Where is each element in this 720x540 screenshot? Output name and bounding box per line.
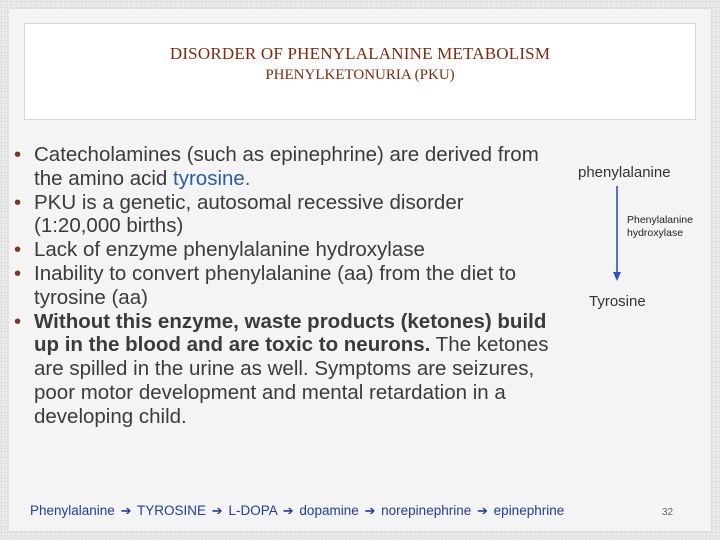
pathway-step: Phenylalanine — [30, 503, 115, 518]
bullet-item — [14, 262, 554, 310]
bullet-bold-text: Without this enzyme, waste products (ketones) build up in the blood and are toxic to neurons. — [34, 309, 547, 357]
bullet-text: Inability to convert phenylalanine (aa) from the diet to tyrosine (aa) — [34, 261, 517, 309]
bullet-text: The ketones are spilled in the urine as well. Symptoms are seizures, poor motor development and mental retardation in a developing child. — [34, 333, 549, 428]
title-box — [24, 23, 696, 120]
right-arrow-icon: ➔ — [211, 503, 223, 518]
right-arrow-icon: ➔ — [477, 503, 488, 518]
bullet-dot-icon: • — [14, 143, 22, 166]
bullet-text: Catecholamines (such as epinephrine) are derived from the amino acid — [34, 143, 539, 190]
diagram-substrate: phenylalanine — [578, 164, 671, 181]
bullet-item — [14, 238, 554, 262]
bullet-highlight: tyrosine. — [173, 166, 251, 190]
diagram-enzyme — [627, 214, 693, 240]
pathway-step: L-DOPA — [228, 503, 277, 518]
pathway-step: norepinephrine — [381, 503, 472, 518]
pathway-step: epinephrine — [493, 503, 565, 518]
page-number: 32 — [662, 507, 674, 518]
diagram-enzyme-line1: Phenylalanine — [627, 214, 693, 226]
pathway-line — [30, 503, 564, 519]
bullet-text: PKU is a genetic, autosomal recessive disorder (1:20,000 births) — [34, 190, 464, 238]
slide-title: DISORDER OF PHENYLALANINE METABOLISM — [169, 44, 551, 63]
bullet-dot-icon: • — [14, 190, 22, 214]
right-arrow-icon: ➔ — [282, 503, 294, 518]
bullet-item — [14, 310, 554, 429]
pathway-step: TYROSINE — [137, 503, 207, 518]
pathway-step: dopamine — [299, 503, 359, 518]
diagram-enzyme-line2: hydroxylase — [627, 227, 684, 239]
bullet-item — [14, 191, 554, 239]
right-arrow-icon: ➔ — [120, 503, 132, 518]
bullet-dot-icon: • — [14, 309, 22, 333]
bullet-dot-icon: • — [14, 238, 22, 262]
bullet-dot-icon: • — [14, 261, 22, 285]
bullet-list — [14, 143, 554, 429]
down-arrow-icon — [612, 186, 622, 282]
diagram-product: Tyrosine — [589, 293, 646, 310]
slide-subtitle: PHENYLKETONURIA (PKU) — [265, 67, 455, 83]
bullet-text: Lack of enzyme phenylalanine hydroxylase — [34, 238, 425, 262]
bullet-item — [14, 143, 554, 191]
right-arrow-icon: ➔ — [364, 503, 376, 518]
